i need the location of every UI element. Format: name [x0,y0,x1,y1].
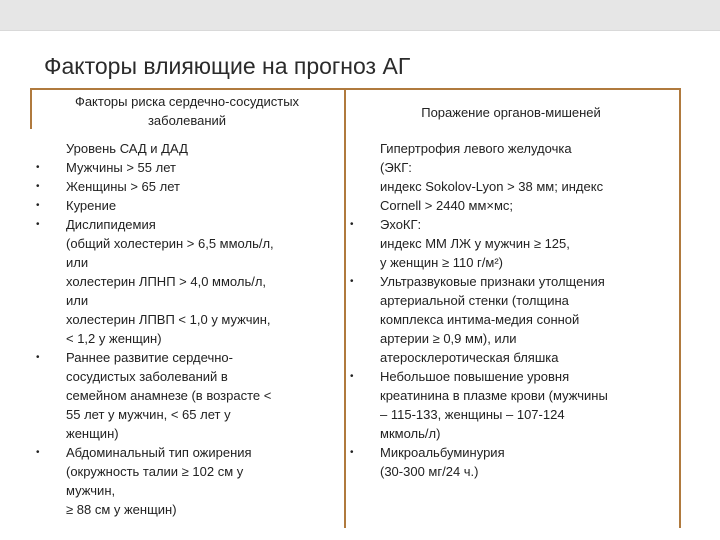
list-line-text: Дислипидемия [66,217,156,232]
list-line [380,253,680,272]
list-line-text: индекс Sokolov-Lyon > 38 мм; индекс [380,179,604,194]
header-risk-factors [34,92,340,130]
bullet-icon: • [36,181,40,192]
target-organs-list [350,139,680,481]
list-line [66,139,346,158]
list-line-text: Мужчины > 55 лет [66,160,176,175]
list-line [380,310,680,329]
list-line [350,215,680,234]
list-line [36,348,346,367]
header-target-organs: Поражение органов-мишеней [421,105,601,120]
bullet-icon: • [36,447,40,458]
list-line-text: (30-300 мг/24 ч.) [380,464,479,479]
bullet-icon: • [350,447,354,458]
list-line [380,462,680,481]
bullet-icon: • [36,200,40,211]
list-line [380,329,680,348]
list-line-text: (ЭКГ: [380,160,412,175]
list-line-text: – 115-133, женщины – 107-124 [380,407,565,422]
list-line-text: индекс ММ ЛЖ у мужчин ≥ 125, [380,236,570,251]
list-line [380,348,680,367]
list-line-text: (окружность талии ≥ 102 см у [66,464,244,479]
table-top-rule [30,88,680,90]
slide-title: Факторы влияющие на прогноз АГ [44,53,411,79]
list-line-text: семейном анамнезе (в возрасте < [66,388,272,403]
list-line-text: холестерин ЛПВП < 1,0 у мужчин, [66,312,271,327]
bullet-icon: • [36,162,40,173]
list-line [350,367,680,386]
list-line [380,177,680,196]
list-line-text: 55 лет у мужчин, < 65 лет у [66,407,231,422]
list-line-text: (общий холестерин > 6,5 ммоль/л, [66,236,274,251]
list-line [66,386,346,405]
list-line [36,215,346,234]
list-line [350,443,680,462]
list-line-text: Гипертрофия левого желудочка [380,141,572,156]
factors-table [30,88,683,528]
list-line [66,367,346,386]
list-line-text: холестерин ЛПНП > 4,0 ммоль/л, [66,274,267,289]
bullet-icon: • [350,219,354,230]
list-line-text: Раннее развитие сердечно- [66,350,233,365]
list-line [380,386,680,405]
list-line-text: Курение [66,198,117,213]
list-line [380,291,680,310]
list-line [66,500,346,519]
list-line-text: Уровень САД и ДАД [66,141,188,156]
risk-factors-list [36,139,346,519]
list-line-text: артерии ≥ 0,9 мм), или [380,331,517,346]
list-line [380,424,680,443]
list-line [66,405,346,424]
list-line-text: у женщин ≥ 110 г/м²) [380,255,503,270]
list-line [36,196,346,215]
bullet-icon: • [36,219,40,230]
list-line-text: атеросклеротическая бляшка [380,350,559,365]
list-line-text: Абдоминальный тип ожирения [66,445,252,460]
list-line [380,196,680,215]
header-risk-factors-line: Факторы риска сердечно-сосудистых [74,94,300,109]
list-line [66,272,346,291]
list-line [66,253,346,272]
list-line-text: или [66,293,89,308]
list-line-text: Небольшое повышение уровня [380,369,570,384]
list-line-text: сосудистых заболеваний в [66,369,228,384]
list-line-text: < 1,2 у женщин) [66,331,162,346]
list-line-text: или [66,255,89,270]
list-line [380,139,680,158]
list-line-text: Микроальбуминурия [380,445,505,460]
list-line [66,424,346,443]
list-line [66,234,346,253]
list-line [66,291,346,310]
list-line-text: женщин) [66,426,119,441]
list-line [66,481,346,500]
top-band [0,0,720,30]
list-line-text: мкмоль/л) [380,426,441,441]
list-line-text: Ультразвуковые признаки утолщения [380,274,605,289]
bullet-icon: • [350,371,354,382]
list-line [380,405,680,424]
list-line [350,272,680,291]
list-line-text: артериальной стенки (толщина [380,293,569,308]
bullet-icon: • [36,352,40,363]
header-risk-factors-line: заболеваний [147,113,227,128]
bullet-icon: • [350,276,354,287]
list-line [36,158,346,177]
list-line-text: ЭхоКГ: [380,217,422,232]
list-line-text: мужчин, [66,483,116,498]
list-line-text: Cornell > 2440 мм×мс; [380,198,514,213]
list-line [36,443,346,462]
table-left-rule [30,88,32,129]
list-line-text: Женщины > 65 лет [66,179,180,194]
list-line-text: ≥ 88 см у женщин) [66,502,177,517]
list-line-text: креатинина в плазме крови (мужчины [380,388,608,403]
list-line [66,310,346,329]
list-line [380,158,680,177]
list-line [66,329,346,348]
list-line [36,177,346,196]
list-line [66,462,346,481]
top-band-divider [0,30,720,31]
list-line-text: комплекса интима-медия сонной [380,312,580,327]
list-line [380,234,680,253]
